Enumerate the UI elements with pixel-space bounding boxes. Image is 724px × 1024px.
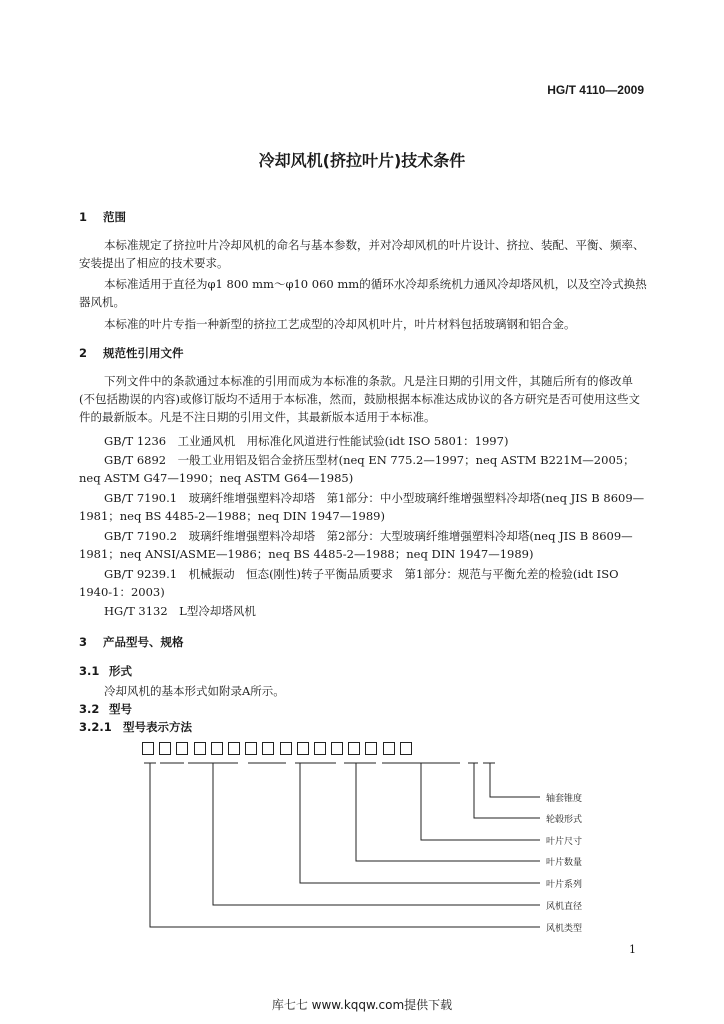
document-title: 冷却风机(挤拉叶片)技术条件	[258, 151, 466, 170]
label-fan-type: 风机类型	[546, 924, 583, 934]
section-1-paragraph: 本标准适用于直径为φ1 800 mm～φ10 060 mm的循环水冷却系统机力通风冷却塔风机，以及空冷式换热器风机。	[79, 277, 647, 309]
reference-item: GB/T 7190.2 玻璃纤维增强塑料冷却塔 第2部分：大型玻璃纤维增强塑料冷却塔(neq JIS B 8609—1981；neq ANSI/ASME—1986；neq BS 4485-2—1988；neq DIN 1947—1989)	[79, 529, 633, 561]
section-1-paragraph: 本标准规定了挤拉叶片冷却风机的命名与基本参数，并对冷却风机的叶片设计、挤拉、装配、平衡、频率、安装提出了相应的技术要求。	[79, 238, 645, 270]
reference-item: GB/T 6892 一般工业用铝及铝合金挤压型材(neq EN 775.2—1997；neq ASTM B221M—2005；neq ASTM G47—1990；neq ASTM G64—1985)	[79, 453, 635, 485]
section-1-paragraph: 本标准的叶片专指一种新型的挤拉工艺成型的冷却风机叶片，叶片材料包括玻璃钢和铝合金。	[104, 317, 576, 331]
standard-number: HG/T 4110—2009	[547, 83, 644, 97]
reference-item: GB/T 1236 工业通风机 用标准化风道进行性能试验(idt ISO 5801：1997)	[104, 434, 509, 448]
section-3-1-text: 冷却风机的基本形式如附录A所示。	[104, 684, 285, 698]
section-1-heading: 1 范围	[79, 210, 126, 224]
section-3-2-heading: 3.2 型号	[79, 702, 132, 716]
reference-item: GB/T 7190.1 玻璃纤维增强塑料冷却塔 第1部分：中小型玻璃纤维增强塑料冷却塔(neq JIS B 8609—1981；neq BS 4485-2—1988；neq DIN 1947—1989)	[79, 491, 645, 523]
section-2-intro: 下列文件中的条款通过本标准的引用而成为本标准的条款。凡是注日期的引用文件，其随后所有的修改单(不包括勘误的内容)或修订版均不适用于本标准，然而，鼓励根据本标准达成协议的各方研究是否可使用这些文件的最新版本。凡是不注日期的引用文件，其最新版本适用于本标准。	[79, 374, 640, 424]
label-hub-type: 轮毂形式	[546, 815, 583, 825]
section-3-heading: 3 产品型号、规格	[79, 635, 184, 649]
reference-item: GB/T 9239.1 机械振动 恒态(刚性)转子平衡品质要求 第1部分：规范与平衡允差的检验(idt ISO 1940-1：2003)	[79, 567, 619, 599]
footer-watermark: 库七七 www.kqqw.com提供下载	[271, 998, 453, 1012]
label-fan-diameter: 风机直径	[546, 902, 583, 912]
label-blade-series: 叶片系列	[546, 880, 583, 890]
section-3-2-1-heading: 3.2.1 型号表示方法	[79, 720, 192, 734]
section-3-1-heading: 3.1 形式	[79, 664, 132, 678]
label-blade-size: 叶片尺寸	[546, 837, 583, 847]
label-blade-count: 叶片数量	[546, 858, 583, 868]
label-sleeve-taper: 轴套锥度	[546, 794, 583, 804]
reference-item: HG/T 3132 L型冷却塔风机	[104, 604, 256, 618]
section-2-heading: 2 规范性引用文件	[79, 346, 184, 360]
page-number: 1	[629, 943, 636, 956]
